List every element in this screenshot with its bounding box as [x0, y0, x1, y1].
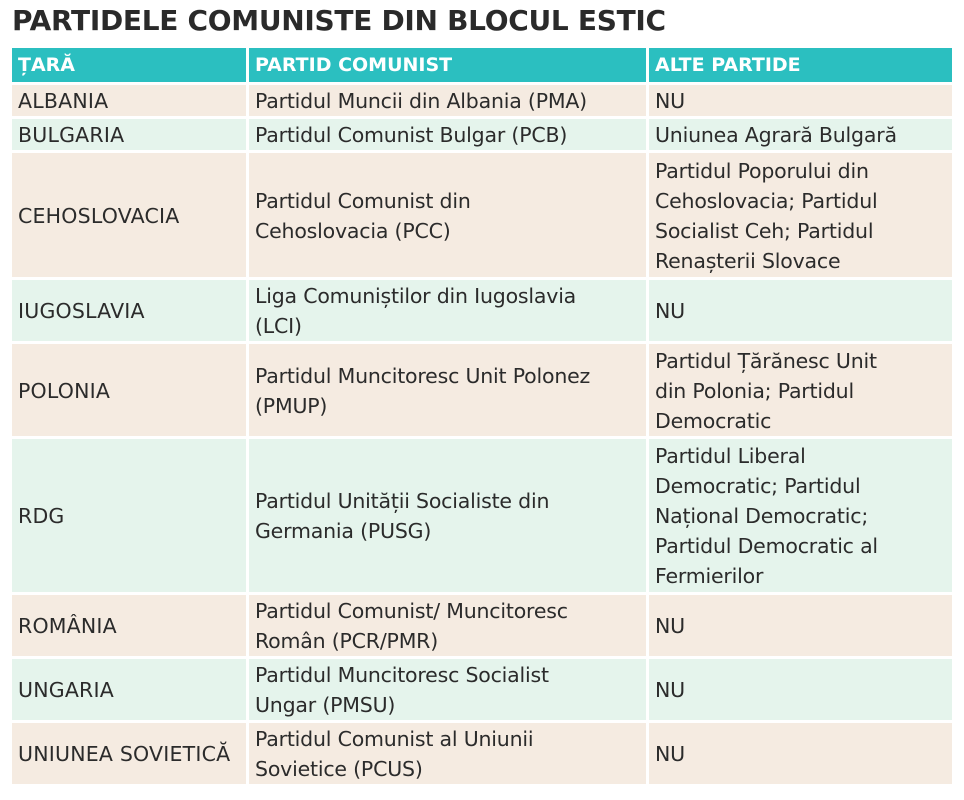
cell-line: (LCI)	[255, 314, 302, 338]
cell-line: Partidul Liberal	[655, 444, 806, 468]
cell-line: din Polonia; Partidul	[655, 378, 854, 403]
page-title: PARTIDELE COMUNISTE DIN BLOCUL ESTIC	[12, 4, 666, 37]
other-parties-cell	[649, 119, 952, 153]
cell-line: NU	[655, 89, 685, 113]
cell-line: Partidul Țărănesc Unit	[655, 348, 877, 373]
cell-line: Fermierilor	[655, 564, 764, 588]
other-parties-cell	[649, 85, 952, 119]
cell-line: Român (PCR/PMR)	[255, 629, 439, 653]
country-cell: UNGARIA	[12, 659, 249, 723]
column-header-communist-party: PARTID COMUNIST	[249, 48, 649, 85]
cell-line: Liga Comuniștilor din Iugoslavia	[255, 284, 577, 308]
cell-line: Cehoslovacia (PCC)	[255, 218, 451, 243]
other-parties-cell	[649, 344, 952, 439]
table-body	[12, 85, 952, 787]
country-cell: ROMÂNIA	[12, 595, 249, 659]
cell-line: Partidul Comunist al Uniunii	[255, 727, 534, 751]
country-cell: BULGARIA	[12, 119, 249, 153]
cell-line: NU	[655, 742, 685, 766]
cell-line: Partidul Comunist din	[255, 188, 471, 213]
country-cell: UNIUNEA SOVIETICĂ	[12, 723, 249, 787]
country-cell: IUGOSLAVIA	[12, 280, 249, 344]
communist-party-cell	[249, 280, 649, 344]
column-header-country: ȚARĂ	[12, 48, 249, 85]
table-row	[12, 153, 952, 280]
cell-line: Partidul Comunist/ Muncitoresc	[255, 599, 568, 623]
cell-line: Cehoslovacia; Partidul	[655, 188, 878, 213]
other-parties-cell	[649, 153, 952, 280]
table-row	[12, 723, 952, 787]
communist-party-cell	[249, 439, 649, 595]
cell-line: Partidul Muncii din Albania (PMA)	[255, 89, 587, 113]
country-cell: CEHOSLOVACIA	[12, 153, 249, 280]
cell-line: Democratic; Partidul	[655, 474, 861, 498]
table-row	[12, 344, 952, 439]
parties-table	[12, 48, 952, 787]
table-header-row	[12, 48, 952, 85]
cell-line: Socialist Ceh; Partidul	[655, 218, 874, 243]
cell-line: (PMUP)	[255, 393, 328, 418]
cell-line: Partidul Comunist Bulgar (PCB)	[255, 123, 568, 147]
country-cell: RDG	[12, 439, 249, 595]
other-parties-cell	[649, 659, 952, 723]
communist-party-cell	[249, 595, 649, 659]
country-cell: ALBANIA	[12, 85, 249, 119]
cell-line: Partidul Muncitoresc Unit Polonez	[255, 363, 591, 388]
table-row	[12, 119, 952, 153]
other-parties-cell	[649, 595, 952, 659]
cell-line: Germania (PUSG)	[255, 519, 432, 543]
cell-line: Democratic	[655, 408, 772, 433]
cell-line: NU	[655, 614, 685, 638]
table-row	[12, 280, 952, 344]
cell-line: Partidul Unității Socialiste din	[255, 489, 550, 513]
cell-line: Uniunea Agrară Bulgară	[655, 123, 897, 147]
cell-line: Partidul Muncitoresc Socialist	[255, 663, 549, 687]
table-row	[12, 439, 952, 595]
communist-party-cell	[249, 85, 649, 119]
cell-line: NU	[655, 678, 685, 702]
table-row	[12, 595, 952, 659]
communist-party-cell	[249, 659, 649, 723]
cell-line: NU	[655, 299, 685, 323]
other-parties-cell	[649, 280, 952, 344]
cell-line: Ungar (PMSU)	[255, 693, 396, 717]
communist-party-cell	[249, 723, 649, 787]
cell-line: Național Democratic;	[655, 504, 869, 528]
country-cell: POLONIA	[12, 344, 249, 439]
communist-party-cell	[249, 119, 649, 153]
other-parties-cell	[649, 439, 952, 595]
table-row	[12, 85, 952, 119]
column-header-other-parties: ALTE PARTIDE	[649, 48, 952, 85]
other-parties-cell	[649, 723, 952, 787]
cell-line: Partidul Democratic al	[655, 534, 878, 558]
cell-line: Renașterii Slovace	[655, 248, 841, 273]
table-row	[12, 659, 952, 723]
cell-line: Sovietice (PCUS)	[255, 757, 423, 781]
communist-party-cell	[249, 344, 649, 439]
communist-party-cell	[249, 153, 649, 280]
cell-line: Partidul Poporului din	[655, 158, 869, 183]
